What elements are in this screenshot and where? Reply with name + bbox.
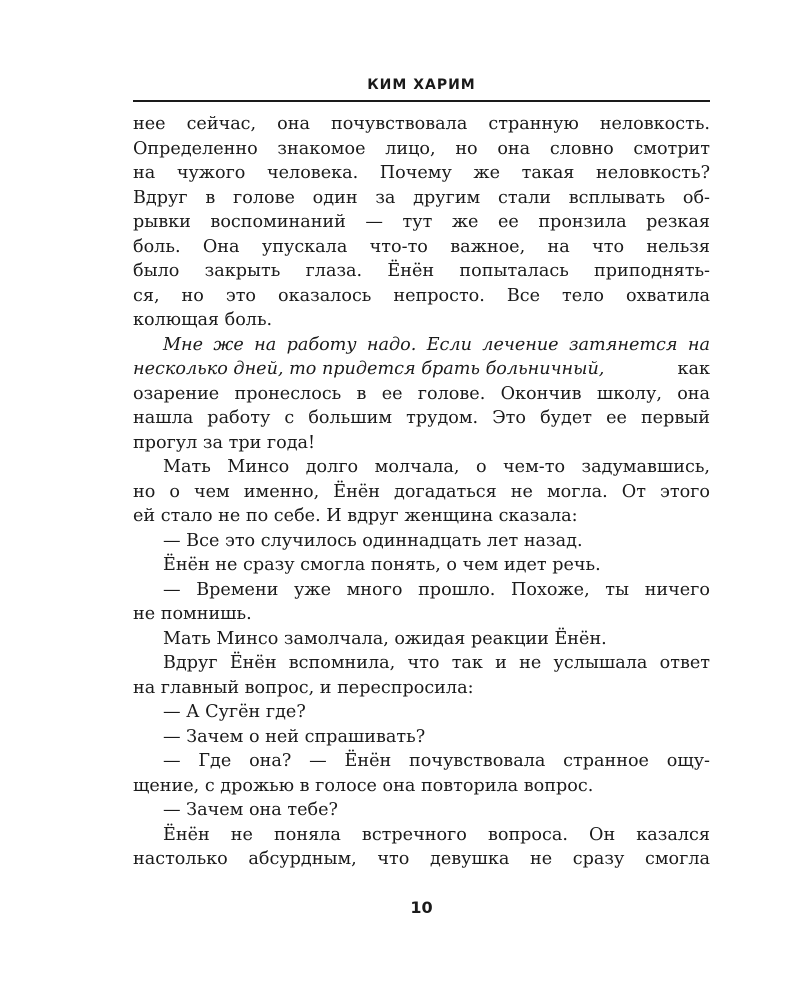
text-line: на главный вопрос, и переспросила: — [133, 677, 474, 698]
mixed-line — [133, 357, 710, 382]
running-header: КИМ ХАРИМ — [367, 77, 476, 93]
italic-line: Мне же на работу надо. Если лечение затянется на — [163, 334, 710, 355]
text-line: нее сейчас, она почувствовала странную неловкость. — [133, 114, 710, 134]
dialogue-line: — Все это случилось одиннадцать лет назад. — [163, 530, 583, 551]
text-line: колющая боль. — [133, 310, 273, 330]
page-number: 10 — [410, 898, 433, 917]
text-line: но о чем именно, Ёнён догадаться не могла. От этого — [133, 481, 710, 502]
dialogue-line: — Где она? — Ёнён почувствовала странное ощу- — [163, 751, 710, 771]
text-line: Ёнён не поняла встречного вопроса. Он казался — [163, 824, 710, 845]
text-line: Мать Минсо долго молчала, о чем-то задумавшись, — [163, 457, 710, 477]
text-line: прогул за три года! — [133, 432, 316, 453]
text-line: рывки воспоминаний — тут же ее пронзила резкая — [133, 212, 710, 232]
text-line: боль. Она упускала что-то важное, на что нельзя — [133, 236, 710, 257]
text-line: ся, но это оказалось непросто. Все тело охватила — [133, 285, 710, 306]
text-line: Вдруг Ёнён вспомнила, что так и не услышала ответ — [163, 653, 710, 673]
text-line: Определенно знакомое лицо, но она словно смотрит — [133, 138, 710, 159]
text-line: на чужого человека. Почему же такая неловкость? — [133, 163, 710, 183]
text-line: не помнишь. — [133, 604, 252, 624]
text-line: ей стало не по себе. И вдруг женщина сказала: — [133, 506, 578, 526]
page-body — [133, 112, 710, 872]
text-line: нашла работу с большим трудом. Это будет ее первый — [133, 408, 710, 428]
text-line: озарение пронеслось в ее голове. Окончив школу, она — [133, 383, 710, 404]
text-line: Вдруг в голове один за другим стали всплывать об- — [133, 187, 710, 208]
text-line: Мать Минсо замолчала, ожидая реакции Ёнён. — [163, 628, 607, 649]
dialogue-line: — Времени уже много прошло. Похоже, ты ничего — [163, 579, 710, 600]
text-line: настолько абсурдным, что девушка не сразу смогла — [133, 849, 710, 869]
text-line: щение, с дрожью в голосе она повторила вопрос. — [133, 775, 594, 796]
dialogue-line: — Зачем она тебе? — [163, 800, 338, 820]
text-line: Ёнён не сразу смогла понять, о чем идет речь. — [163, 555, 601, 575]
text-fragment: как — [677, 359, 710, 379]
header-rule — [133, 100, 710, 102]
dialogue-line: — А Сугён где? — [163, 702, 306, 722]
dialogue-line: — Зачем о ней спрашивать? — [163, 726, 426, 747]
text-line: было закрыть глаза. Ёнён попыталась приподнять- — [133, 261, 710, 281]
italic-fragment: несколько дней, то придется брать больничный, — [133, 359, 605, 379]
